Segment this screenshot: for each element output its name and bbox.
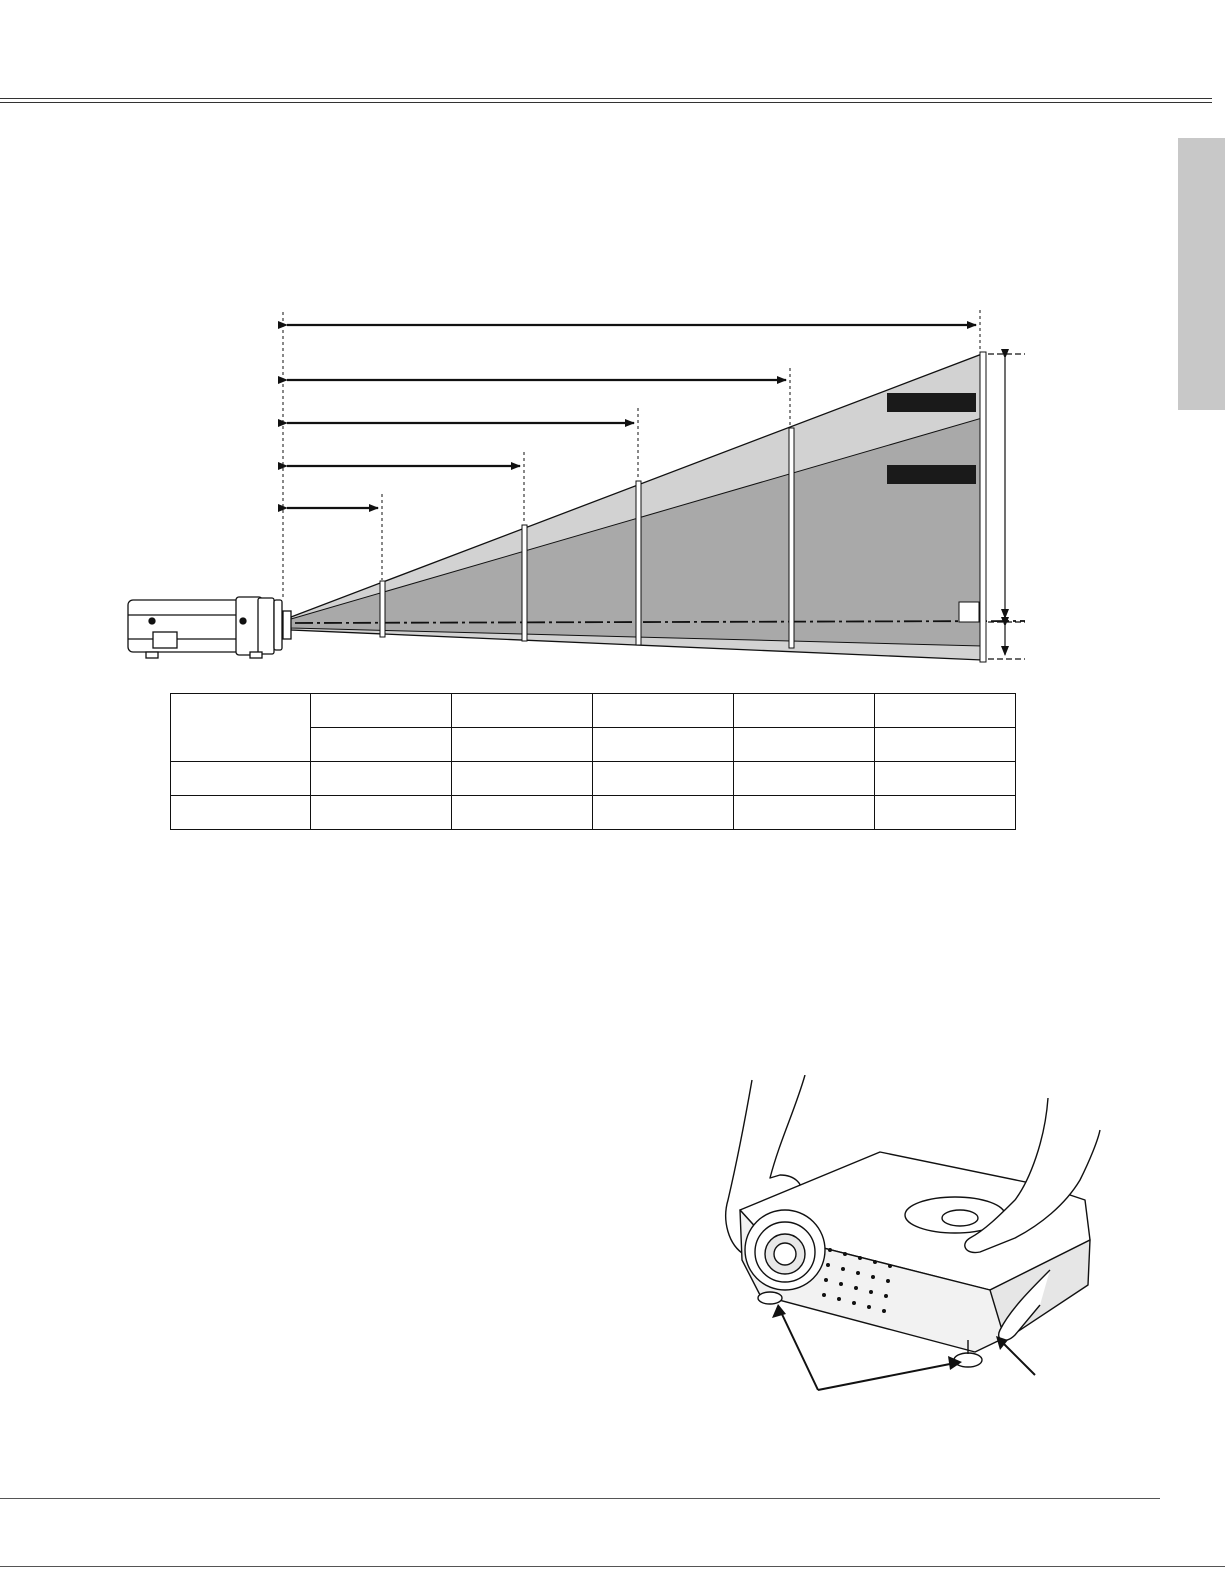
table-cell	[452, 694, 593, 728]
table-cell	[875, 796, 1016, 830]
projector-side-icon	[128, 597, 291, 658]
table-cell	[593, 728, 734, 762]
table-row	[171, 796, 1016, 830]
header-rule-top	[0, 98, 1212, 99]
screen-2	[522, 525, 527, 641]
table-cell	[593, 694, 734, 728]
table-cell	[734, 694, 875, 728]
screen-1	[380, 581, 385, 637]
table-cell	[311, 796, 452, 830]
table-cell	[734, 796, 875, 830]
marker-square	[959, 602, 979, 622]
table-cell	[171, 762, 311, 796]
height-dimensions	[988, 354, 1025, 659]
table-cell	[452, 762, 593, 796]
header-rule-bottom	[0, 102, 1212, 103]
table-cell	[311, 762, 452, 796]
label-box-1	[887, 393, 976, 412]
table-cell	[875, 728, 1016, 762]
bottom-rule	[0, 1566, 1225, 1567]
table-cell	[734, 728, 875, 762]
adjustable-foot-left	[758, 1292, 782, 1304]
projection-distance-diagram	[0, 300, 1225, 680]
adjustable-foot-right	[954, 1353, 982, 1367]
table-cell	[875, 694, 1016, 728]
table-cell	[311, 694, 452, 728]
table-cell	[875, 762, 1016, 796]
footer-rule	[0, 1498, 1160, 1499]
table-row	[171, 694, 1016, 728]
table-cell	[171, 694, 311, 762]
table-cell	[593, 762, 734, 796]
table-cell	[171, 796, 311, 830]
table-cell	[311, 728, 452, 762]
screen-3	[636, 481, 641, 645]
table-cell	[452, 796, 593, 830]
table-row	[171, 762, 1016, 796]
table-cell	[734, 762, 875, 796]
screen-4	[789, 428, 794, 648]
table-cell	[452, 728, 593, 762]
distance-table	[170, 693, 1016, 830]
screen-5	[980, 352, 986, 662]
label-box-2	[887, 465, 976, 484]
projector-with-hands-icon	[720, 1075, 1120, 1410]
table-cell	[593, 796, 734, 830]
